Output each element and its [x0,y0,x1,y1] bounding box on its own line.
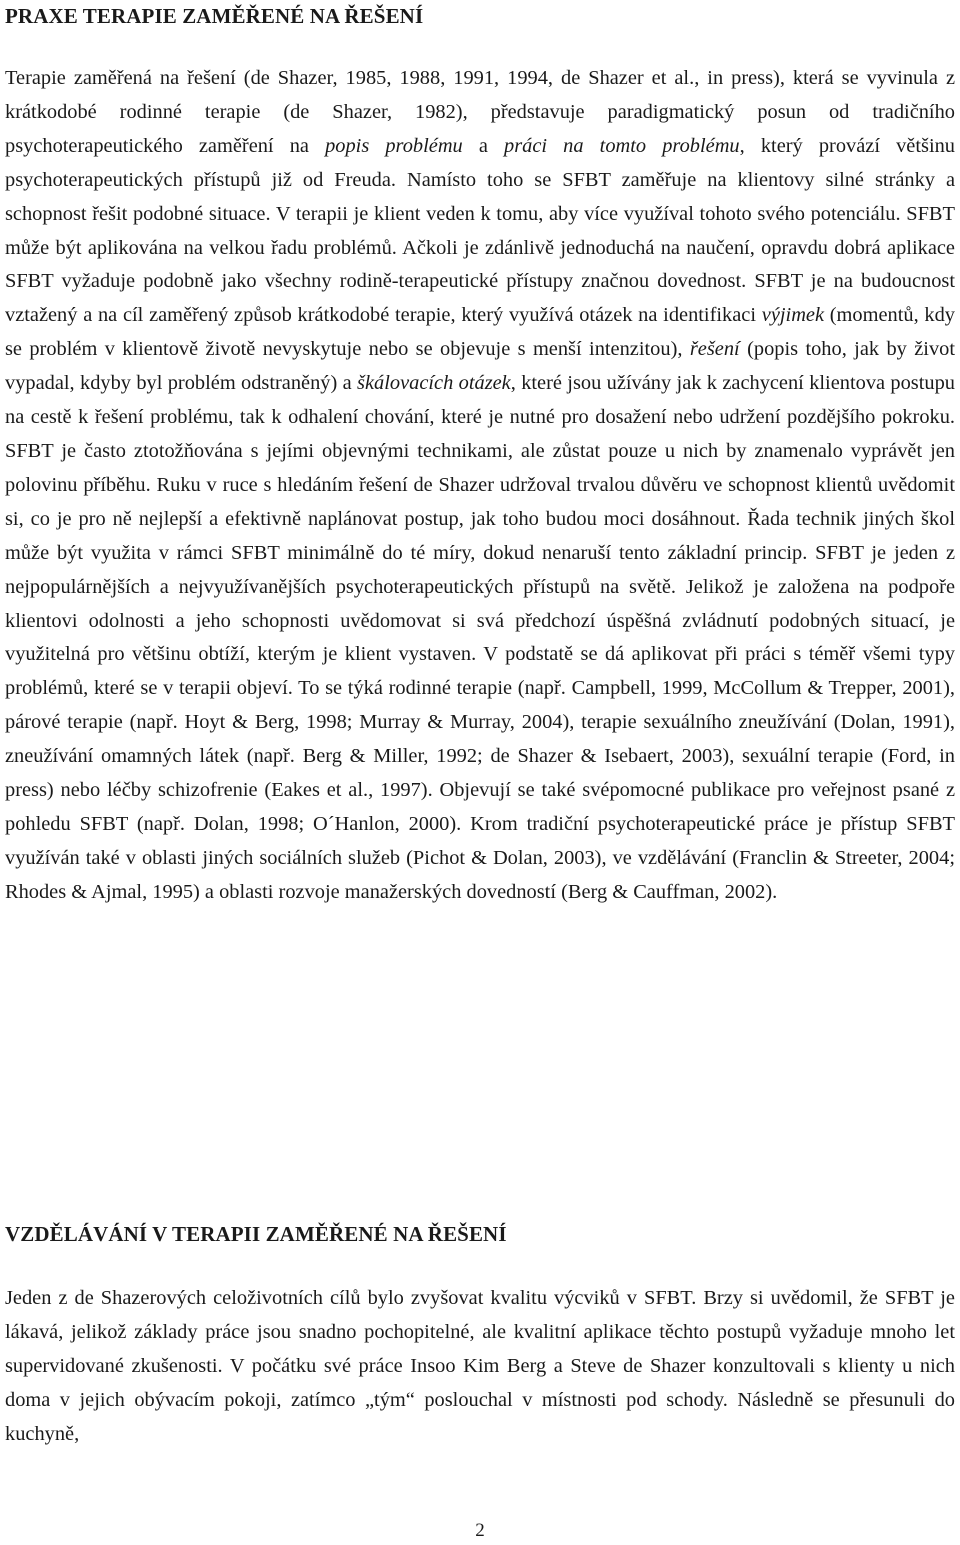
emphasis-text: práci na tomto problému [504,134,740,157]
paragraph-text: Terapie zaměřená na řešení (de Shazer, 1985, 1988, 1991, 1994, de Shazer et al., in press), která se vyvinula z krátkodobé rodinné terapie (de Shazer, 1982), představuje paradigmatický posun od tradičního psychoterapeutického zaměření na [5,67,955,157]
paragraph-text: a [462,134,505,157]
emphasis-text: výjimek [761,304,825,327]
emphasis-text: řešení [689,338,740,361]
paragraph-text: (popis toho, jak by život vypadal, kdyby byl problém odstraněný) a [5,338,956,395]
emphasis-text: škálovacích otázek [357,372,511,395]
section-heading-praxe: PRAXE TERAPIE ZAMĚŘENÉ NA ŘEŠENÍ [5,4,424,28]
emphasis-text: popis problému [325,134,463,157]
paragraph-text: , který provází většinu psychoterapeutických přístupů již od Freuda. Namísto toho se SFBT zaměřuje na klientovy silné stránky a schopnost řešit podobné situace. V terapii je klient veden k tomu, aby více využíval tohoto svého potenciálu. SFBT může být aplikována na velkou řadu problémů. Ačkoli je zdánlivě jednoduchá na naučení, opravdu dobrá aplikace SFBT vyžaduje podobně jako všechny rodině-terapeutické přístupy značnou dovednost. SFBT je na budoucnost vztažený a na cíl zaměřený způsob krátkodobé terapie, který využívá otázek na identifikaci [5,134,955,327]
paragraph-text: , které jsou užívány jak k zachycení klientova postupu na cestě k řešení problému, tak k odhalení chování, které je nutné pro dosažení nebo udržení pozdějšího pokroku. SFBT je často ztotožňována s jejími objevnými technikami, ale zůstat pouze u nich by znamenalo vyprávět jen polovinu příběhu. Ruku v ruce s hledáním řešení de Shazer udržoval trvalou důvěru ve schopnost klientů uvědomit si, co je pro ně nejlepší a efektivně naplánovat postup, jak toho budou moci dosáhnout. Řada technik jiných škol může být využita v rámci SFBT minimálně do té míry, dokud nenaruší tento základní princip. SFBT je jeden z nejpopulárnějších a nejvyužívanějších psychoterapeutických přístupů na světě. Jelikož je založena na podpoře klientovi odolnosti a jeho schopnosti uvědomovat si svá předchozí úspěšná zvládnutí podobných situací, je využitelná pro většinu obtíží, kterým je klient vystaven. V podstatě se dá aplikovat při práci s téměř všemi typy problémů, které se v terapii objeví. To se týká rodinné terapie (např. Campbell, 1999, McCollum & Trepper, 2001), párové terapie (např. Hoyt & Berg, 1998; Murray & Murray, 2004), terapie sexuálního zneužívání (Dolan, 1991), zneužívání omamných látek (např. Berg & Miller, 1992; de Shazer & Isebaert, 2003), sexuální terapie (Ford, in press) nebo léčby schizofrenie (Eakes et al., 1997). Objevují se také svépomocné publikace pro veřejnost psané z pohledu SFBT (např. Dolan, 1998; O´Hanlon, 2000). Krom tradiční psychoterapeutické práce je přístup SFBT využíván také v oblasti jiných sociálních služeb (Pichot & Dolan, 2003), ve vzdělávání (Franclin & Streeter, 2004; Rhodes & Ajmal, 1995) a oblasti rozvoje manažerských dovedností (Berg & Cauffman, 2002). [5,372,955,903]
section-heading-vzdelavani: VZDĚLÁVÁNÍ V TERAPII ZAMĚŘENÉ NA ŘEŠENÍ [5,1222,507,1246]
page-number: 2 [475,1520,485,1541]
body-paragraph-praxe [5,62,955,910]
body-paragraph-vzdelavani: Jeden z de Shazerových celoživotních cílů bylo zvyšovat kvalitu výcviků v SFBT. Brzy si uvědomil, že SFBT je lákavá, jelikož základy práce jsou snadno pochopitelné, ale kvalitní aplikace těchto postupů vyžaduje mnoho let supervidované zkušenosti. V počátku své práce Insoo Kim Berg a Steve de Shazer konzultovali s klienty u nich doma v jejich obývacím pokoji, zatímco „tým“ poslouchal v místnosti pod schody. Následně se přesunuli do kuchyně, [5,1287,955,1445]
paragraph-text: (momentů, kdy se problém v klientově životě nevyskytuje nebo se objevuje s menší intenzitou), [5,304,955,361]
